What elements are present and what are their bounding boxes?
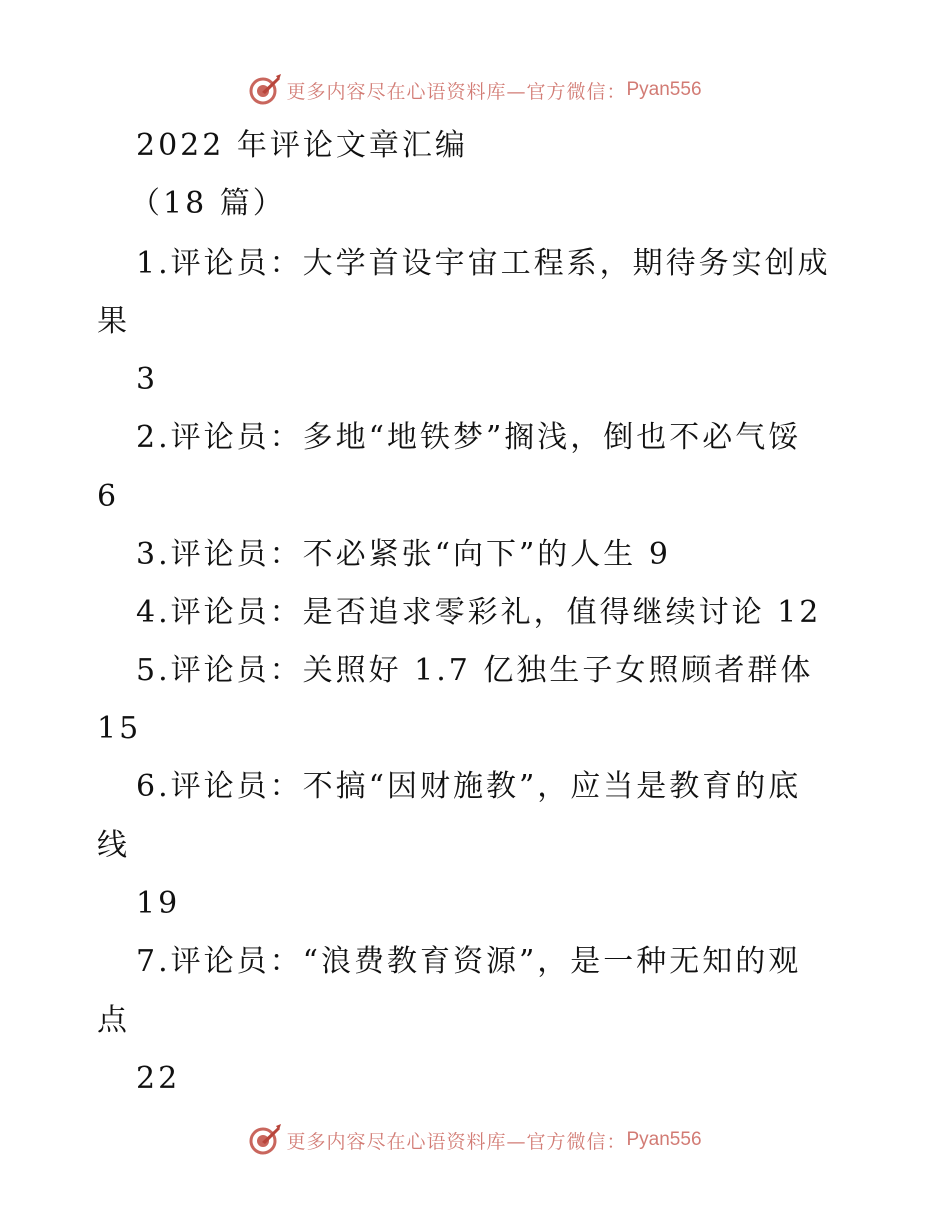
toc-entry-2-page: 6 xyxy=(97,479,120,514)
toc-entry-6-line1: 6.评论员：不搞“因财施教”，应当是教育的底 xyxy=(136,769,802,804)
watermark-text: 更多内容尽在心语资料库—官方微信： xyxy=(286,80,627,103)
watermark-id: Pyan556 xyxy=(626,1129,702,1150)
watermark-id: Pyan556 xyxy=(626,79,702,100)
quill-seal-icon xyxy=(248,73,282,107)
toc-entry-1-page: 3 xyxy=(136,362,159,397)
toc-entry-6-line2: 线 xyxy=(97,828,130,863)
document-subtitle: （18 篇） xyxy=(130,186,286,221)
quill-seal-icon xyxy=(248,1123,282,1157)
toc-entry-6-page: 19 xyxy=(136,886,181,921)
toc-entry-2-line1: 2.评论员：多地“地铁梦”搁浅，倒也不必气馁 xyxy=(136,420,802,455)
header-watermark xyxy=(0,70,950,110)
toc-entry-4-line1: 4.评论员：是否追求零彩礼，值得继续讨论 12 xyxy=(136,595,822,630)
toc-entry-1-line2: 果 xyxy=(97,304,130,339)
toc-entry-7-line2: 点 xyxy=(97,1003,130,1038)
watermark-text: 更多内容尽在心语资料库—官方微信： xyxy=(286,1130,627,1153)
footer-watermark xyxy=(0,1120,950,1160)
toc-entry-7-line1: 7.评论员：“浪费教育资源”，是一种无知的观 xyxy=(136,944,802,979)
toc-entry-7-page: 22 xyxy=(136,1061,181,1096)
toc-entry-1-line1: 1.评论员：大学首设宇宙工程系，期待务实创成 xyxy=(136,246,831,281)
toc-entry-5-page: 15 xyxy=(97,711,142,746)
document-title: 2022 年评论文章汇编 xyxy=(136,128,468,163)
toc-entry-5-line1: 5.评论员：关照好 1.7 亿独生子女照顾者群体 xyxy=(136,653,814,688)
toc-entry-3-line1: 3.评论员：不必紧张“向下”的人生 9 xyxy=(136,537,671,572)
